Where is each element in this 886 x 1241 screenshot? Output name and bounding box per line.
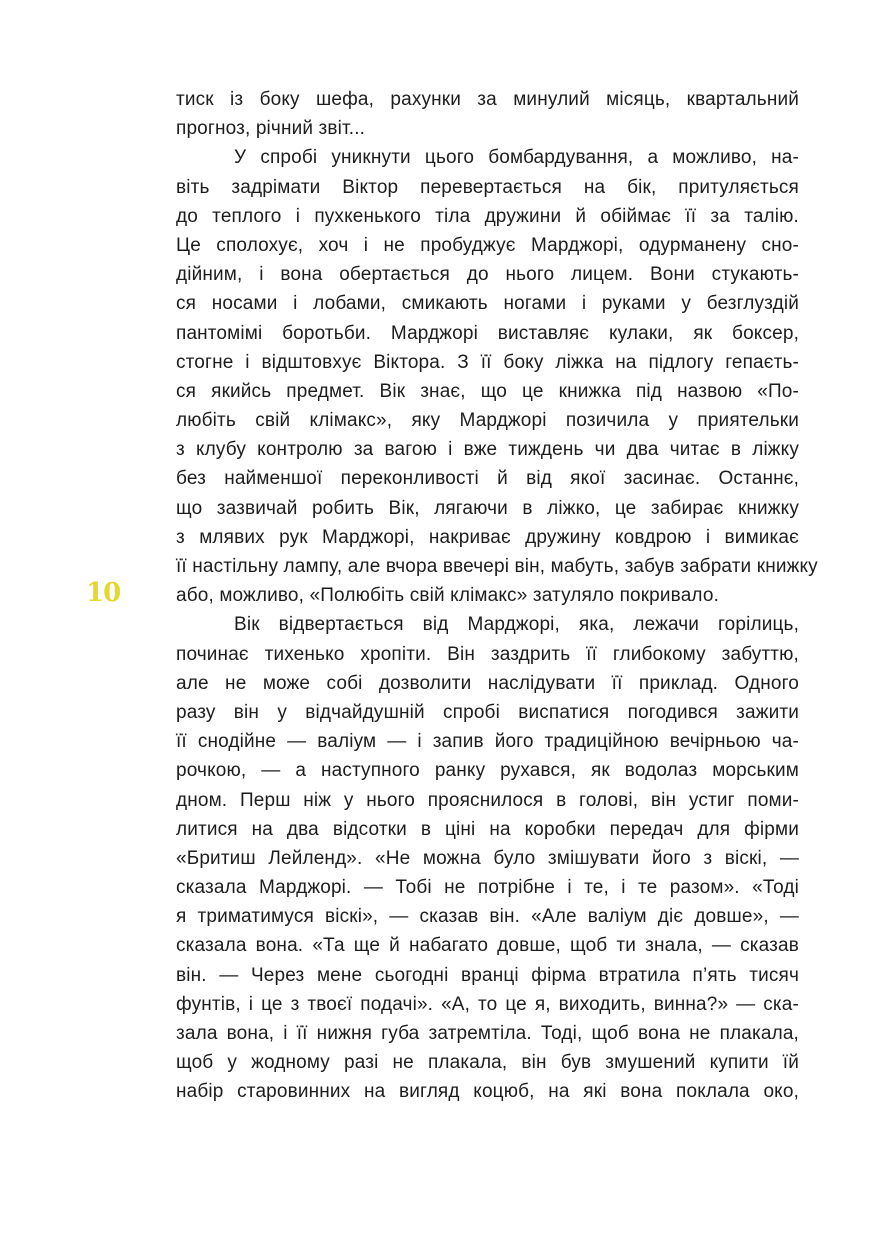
text-line: тиск із боку шефа, рахунки за минулий місяць, квартальний bbox=[176, 89, 799, 110]
text-line: Це сполохує, хоч і не пробуджує Марджорі, одурманену сно- bbox=[176, 234, 799, 256]
text-line: сказала Марджорі. — Тобі не потрібне і те, і те разом». «Тоді bbox=[176, 877, 799, 899]
text-line: ся носами і лобами, смикають ногами і руками у безглуздій bbox=[176, 293, 799, 315]
text-line: прогноз, річний звіт... bbox=[176, 118, 366, 140]
page-number: 10 bbox=[86, 578, 121, 608]
text-line: віть задрімати Віктор перевертається на бік, притуляється bbox=[176, 176, 799, 198]
text-line: дном. Перш ніж у нього прояснилося в голові, він устиг поми- bbox=[176, 789, 799, 811]
text-line: до теплого і пухкенького тіла дружини й обіймає її за талію. bbox=[176, 205, 799, 227]
text-line: він. — Через мене сьогодні вранці фірма втратила п’ять тисяч bbox=[176, 964, 799, 986]
text-line: пантомімі боротьби. Марджорі виставляє кулаки, як боксер, bbox=[176, 322, 799, 344]
text-line: дійним, і вона обертається до нього лицем. Вони стукають- bbox=[176, 264, 799, 286]
text-line: її настільну лампу, але вчора ввечері він, мабуть, забув забрати книжку bbox=[176, 556, 818, 577]
body-text bbox=[176, 85, 818, 1107]
text-line: починає тихенько хропіти. Він заздрить її глибокому забуттю, bbox=[176, 643, 799, 665]
text-line: литися на два відсотки в ціні на коробки передач для фірми bbox=[176, 818, 799, 840]
text-line: стогне і відштовхує Віктора. З її боку ліжка на підлогу гепаєть- bbox=[176, 351, 799, 373]
text-line: але не може собі дозволити наслідувати її приклад. Одного bbox=[176, 672, 799, 694]
text-line: «Бритиш Лейленд». «Не можна було змішувати його з віскі, — bbox=[176, 847, 799, 869]
text-line: зала вона, і її нижня губа затремтіла. Тоді, щоб вона не плакала, bbox=[176, 1023, 799, 1044]
text-line: ся якийсь предмет. Вік знає, що це книжка під назвою «По- bbox=[176, 380, 799, 402]
text-line: її снодійне — валіум — і запив його традиційною вечірньою ча- bbox=[176, 731, 799, 753]
text-line: без найменшої переконливості й від якої засинає. Останнє, bbox=[176, 468, 799, 490]
text-line: фунтів, і це з твоєї подачі». «А, то це я, виходить, винна?» — ска- bbox=[176, 993, 799, 1015]
paragraph bbox=[176, 85, 799, 143]
paragraph bbox=[176, 143, 818, 610]
text-line: з млявих рук Марджорі, накриває дружину ковдрою і вимикає bbox=[176, 526, 799, 548]
text-line: з клубу контролю за вагою і вже тиждень чи два читає в ліжку bbox=[176, 439, 799, 461]
text-line: У спробі уникнути цього бомбардування, а можливо, на- bbox=[234, 147, 799, 169]
text-line: щоб у жодному разі не плакала, він був змушений купити їй bbox=[176, 1052, 799, 1074]
text-line: разу він у відчайдушній спробі виспатися погодився зажити bbox=[176, 701, 799, 723]
text-line: я триматимуся віскі», — сказав він. «Але валіум діє довше», — bbox=[176, 906, 799, 928]
paragraph bbox=[176, 610, 799, 1106]
text-line: сказала вона. «Та ще й набагато довше, щоб ти знала, — сказав bbox=[176, 935, 799, 957]
text-line: набір старовинних на вигляд коцюб, на які вона поклала око, bbox=[176, 1081, 799, 1103]
text-line: рочкою, — а наступного ранку рухався, як водолаз морським bbox=[176, 760, 799, 782]
text-line: любіть свій клімакс», яку Марджорі позичила у приятельки bbox=[176, 410, 799, 432]
text-line: Вік відвертається від Марджорі, яка, лежачи горілиць, bbox=[234, 614, 799, 636]
text-line: що зазвичай робить Вік, лягаючи в ліжко, це забирає книжку bbox=[176, 497, 799, 519]
text-line: або, можливо, «Полюбіть свій клімакс» затуляло покривало. bbox=[176, 585, 720, 607]
